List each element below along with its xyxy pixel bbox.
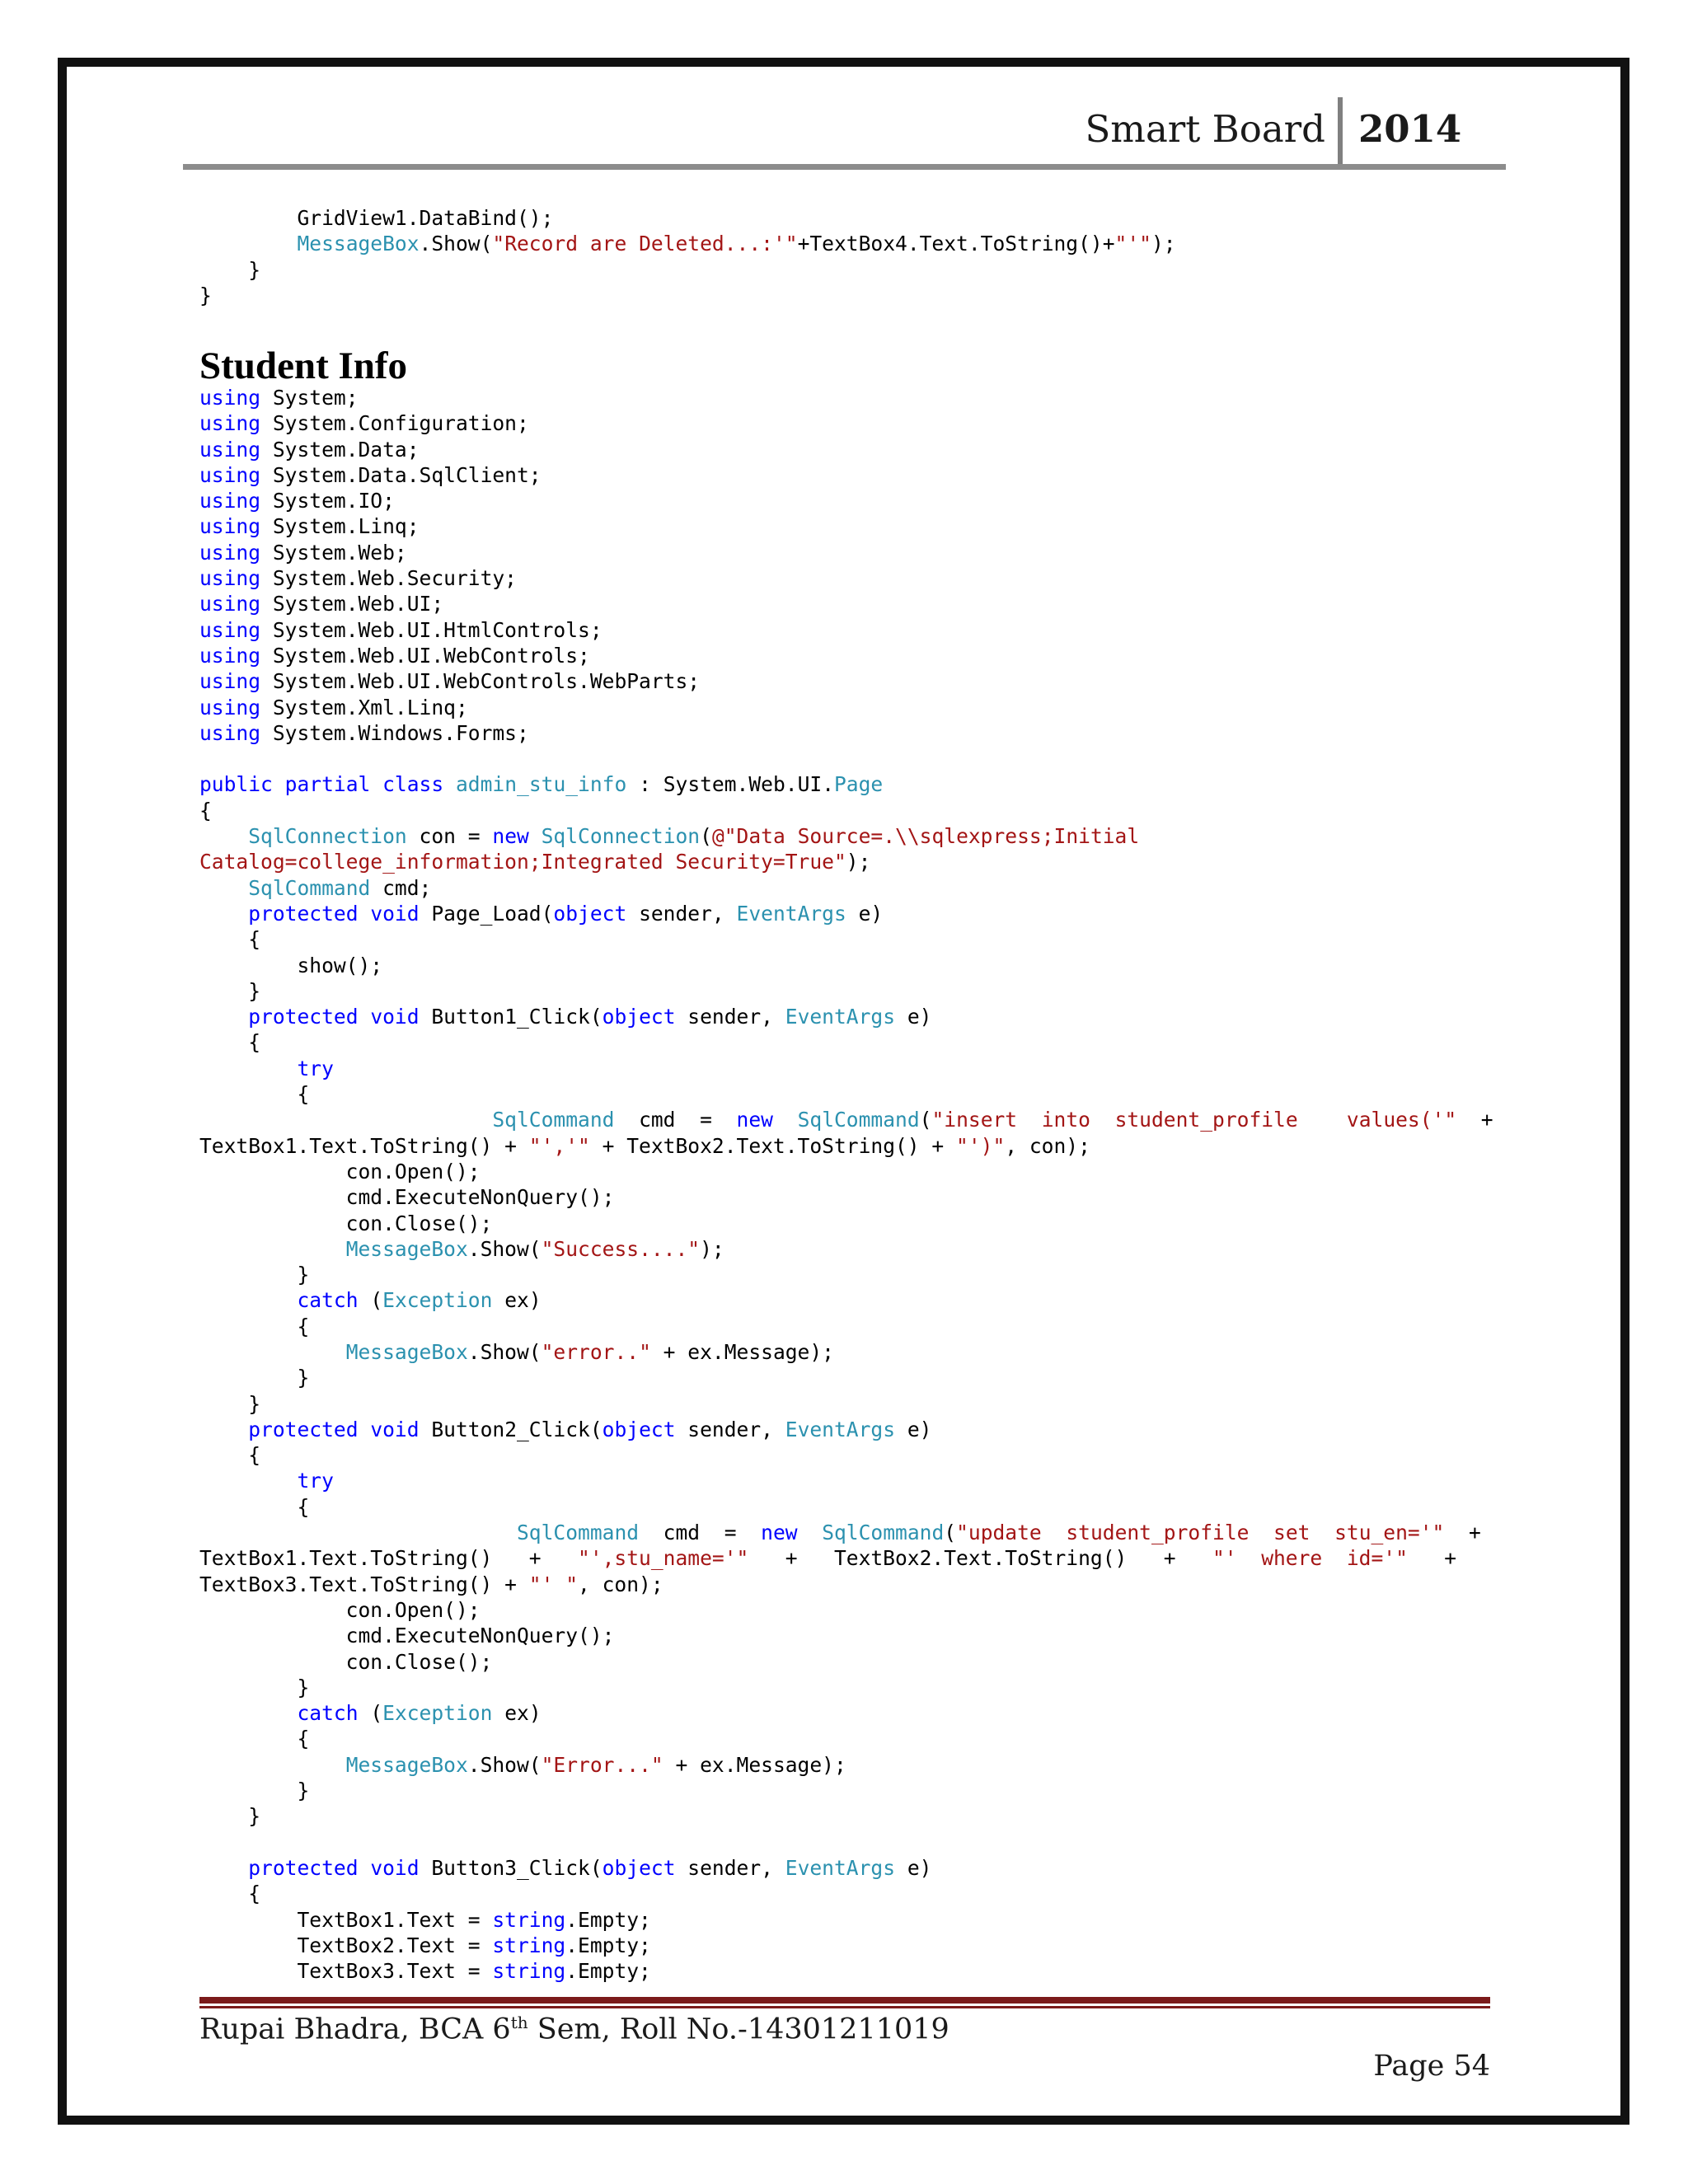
code-token: try xyxy=(297,1469,334,1493)
code-token: } xyxy=(199,1366,310,1390)
code-token: "Record are Deleted...:'" xyxy=(492,232,798,256)
code-line xyxy=(199,1391,1493,1417)
code-token: MessageBox xyxy=(345,1752,468,1777)
code-token: Button2_Click( xyxy=(419,1417,603,1441)
code-token: @"Data Source=.\\sqlexpress;Initial xyxy=(711,824,1140,849)
code-token: System; xyxy=(260,386,359,410)
code-token: { xyxy=(199,1443,261,1468)
code-token: TextBox3.Text.ToString() + xyxy=(199,1572,529,1596)
code-line xyxy=(199,849,1493,874)
code-line xyxy=(199,926,1493,952)
code-line xyxy=(199,978,1493,1004)
code-token: ( xyxy=(700,824,712,849)
code-token xyxy=(199,1856,248,1880)
code-token: cmd = xyxy=(639,1521,762,1545)
code-line xyxy=(199,1803,1493,1829)
code-token: EventArgs xyxy=(785,1855,896,1880)
code-line xyxy=(199,617,1493,643)
code-token: e) xyxy=(895,1855,932,1880)
code-token: protected xyxy=(248,1005,359,1029)
code-token xyxy=(359,1856,371,1880)
code-token: TextBox1.Text = xyxy=(199,1907,493,1932)
code-token: cmd = xyxy=(614,1108,737,1132)
code-token: , con); xyxy=(578,1572,663,1596)
code-token: con.Open(); xyxy=(199,1597,481,1622)
code-token: SqlCommand xyxy=(492,1108,615,1132)
code-token: ex) xyxy=(492,1701,542,1726)
code-line xyxy=(199,1029,1493,1055)
code-token: { xyxy=(199,1727,310,1751)
code-token: con.Close(); xyxy=(199,1211,493,1235)
code-token: cmd.ExecuteNonQuery(); xyxy=(199,1624,615,1648)
code-line xyxy=(199,1520,1493,1545)
code-token: "'" xyxy=(1114,232,1151,256)
code-token: + TextBox2.Text.ToString() + xyxy=(748,1546,1212,1571)
code-token: +TextBox4.Text.ToString()+ xyxy=(797,232,1115,256)
code-line xyxy=(199,1545,1493,1571)
code-token: new xyxy=(736,1108,773,1132)
code-token xyxy=(199,1469,297,1493)
code-token: , con); xyxy=(1005,1133,1090,1158)
code-token: System.Data; xyxy=(260,437,420,462)
code-token: { xyxy=(199,798,212,823)
code-block-main xyxy=(199,385,1493,1984)
code-token: using xyxy=(199,462,261,487)
code-token: } xyxy=(199,257,261,282)
code-token: Page xyxy=(834,772,884,797)
code-token: { xyxy=(199,1494,310,1519)
code-line xyxy=(199,437,1493,462)
code-line xyxy=(199,231,1176,256)
code-token xyxy=(199,1057,297,1080)
code-token: catch xyxy=(297,1288,359,1313)
code-token: .Empty; xyxy=(565,1959,651,1984)
code-token: System.Linq; xyxy=(260,514,420,539)
code-line xyxy=(199,1933,1493,1958)
code-token: using xyxy=(199,437,261,462)
code-token: SqlCommand xyxy=(797,1108,920,1132)
code-token xyxy=(199,1237,346,1261)
code-token xyxy=(199,1340,346,1364)
code-line xyxy=(199,771,1493,797)
code-line xyxy=(199,1339,1493,1365)
code-line xyxy=(199,1365,1493,1390)
code-token: MessageBox xyxy=(345,1236,468,1261)
code-token xyxy=(199,1521,517,1544)
code-line xyxy=(199,1675,1493,1700)
code-token: MessageBox xyxy=(345,1339,468,1364)
code-token xyxy=(370,772,382,796)
code-line xyxy=(199,1726,1493,1751)
code-line xyxy=(199,1004,1493,1029)
code-token xyxy=(199,1701,297,1725)
code-token: : System.Web.UI. xyxy=(626,772,834,797)
code-token: "')" xyxy=(956,1133,1006,1158)
code-line xyxy=(199,1649,1493,1675)
code-token: using xyxy=(199,514,261,539)
code-token: System.Web; xyxy=(260,540,407,565)
code-token: e) xyxy=(895,1417,932,1441)
code-token: partial xyxy=(284,772,371,797)
code-token: public xyxy=(199,772,273,797)
code-token: + TextBox2.Text.ToString() + xyxy=(589,1133,957,1158)
code-token: using xyxy=(199,720,261,745)
code-token: "','" xyxy=(528,1133,590,1158)
code-token: "Success...." xyxy=(541,1236,701,1261)
code-token: "' where id='" xyxy=(1212,1546,1408,1571)
code-line xyxy=(199,410,1493,436)
code-token: SqlConnection xyxy=(541,824,701,849)
code-token xyxy=(199,1108,492,1132)
code-token: using xyxy=(199,489,261,513)
code-token: System.Web.UI.WebControls; xyxy=(260,643,590,668)
code-token: Exception xyxy=(382,1288,493,1313)
code-token: protected xyxy=(248,1417,359,1441)
code-token: TextBox1.Text.ToString() + xyxy=(199,1546,579,1571)
footer-author-sup: th xyxy=(510,2013,528,2032)
code-token: object xyxy=(602,1855,676,1880)
code-token: admin_stu_info xyxy=(455,772,627,797)
code-token xyxy=(443,772,456,796)
code-token: ( xyxy=(358,1288,383,1313)
code-token: new xyxy=(492,824,529,849)
code-line xyxy=(199,1778,1493,1803)
code-line xyxy=(199,1572,1493,1597)
code-line xyxy=(199,875,1493,901)
code-token xyxy=(199,824,248,848)
code-token: protected xyxy=(248,901,359,926)
code-token: "update student_profile set stu_en='" xyxy=(956,1521,1445,1545)
code-token xyxy=(199,1418,248,1441)
code-token: } xyxy=(199,1391,261,1416)
code-token: { xyxy=(199,927,261,952)
code-line xyxy=(199,1494,1493,1520)
code-token: EventArgs xyxy=(785,1005,896,1029)
code-token: } xyxy=(199,1804,261,1829)
header-separator xyxy=(1338,97,1343,168)
code-line xyxy=(199,1236,1493,1262)
code-token: System.Xml.Linq; xyxy=(260,695,468,719)
code-token: string xyxy=(492,1959,566,1984)
code-line xyxy=(199,1958,1493,1984)
code-token: + xyxy=(1407,1546,1457,1571)
code-token: + xyxy=(1444,1521,1481,1545)
code-line xyxy=(199,823,1493,849)
code-token: } xyxy=(199,978,261,1003)
code-line xyxy=(199,1855,1493,1881)
code-line xyxy=(199,1056,1493,1081)
code-token: using xyxy=(199,411,261,436)
code-token: + xyxy=(1456,1108,1493,1132)
code-token: Catalog=college_information;Integrated Security=True" xyxy=(199,850,846,874)
code-token: System.Configuration; xyxy=(260,411,529,436)
code-token: { xyxy=(199,1082,310,1107)
page-number: Page 54 xyxy=(1373,2050,1490,2083)
code-token: ( xyxy=(919,1108,932,1132)
code-token: e) xyxy=(846,901,884,926)
code-line xyxy=(199,1081,1493,1107)
code-token: void xyxy=(370,1855,420,1880)
code-token xyxy=(529,824,542,848)
code-line xyxy=(199,1442,1493,1468)
header-year: 2014 xyxy=(1358,107,1462,151)
code-token: con = xyxy=(406,824,493,849)
code-token: cmd.ExecuteNonQuery(); xyxy=(199,1185,615,1210)
code-token xyxy=(199,1753,346,1777)
code-token: using xyxy=(199,643,261,668)
code-token: } xyxy=(199,283,212,307)
code-token: cmd; xyxy=(370,875,432,900)
footer-rule xyxy=(199,1997,1490,2004)
code-line xyxy=(199,257,1176,283)
code-line xyxy=(199,1700,1493,1726)
code-token: "Error..." xyxy=(541,1752,663,1777)
code-token xyxy=(199,232,297,255)
code-token: + ex.Message); xyxy=(650,1339,834,1364)
code-token: MessageBox xyxy=(297,232,420,256)
code-token: System.Windows.Forms; xyxy=(260,720,529,745)
section-heading: Student Info xyxy=(199,344,408,387)
code-token: using xyxy=(199,592,261,616)
code-token: using xyxy=(199,669,261,694)
code-token: TextBox2.Text = xyxy=(199,1933,493,1957)
code-token: SqlCommand xyxy=(516,1521,640,1545)
code-line xyxy=(199,1262,1493,1287)
code-line xyxy=(199,1287,1493,1313)
code-token: { xyxy=(199,1314,310,1338)
code-token: .Empty; xyxy=(565,1907,651,1932)
code-line xyxy=(199,1830,1493,1855)
code-token: System.Web.UI.WebControls.WebParts; xyxy=(260,669,701,694)
code-token: { xyxy=(199,1882,261,1906)
footer-author xyxy=(199,2013,950,2046)
code-token: EventArgs xyxy=(785,1417,896,1441)
code-token: + ex.Message); xyxy=(663,1752,846,1777)
code-token: using xyxy=(199,540,261,565)
code-line xyxy=(199,953,1493,978)
code-token: sender, xyxy=(675,1417,785,1441)
code-line xyxy=(199,668,1493,694)
code-token: sender, xyxy=(675,1855,785,1880)
code-token: SqlCommand xyxy=(822,1521,945,1545)
code-token xyxy=(359,1005,371,1029)
code-line xyxy=(199,513,1493,539)
code-token: using xyxy=(199,386,261,410)
footer-author-name: Rupai Bhadra, BCA 6 xyxy=(199,2013,511,2046)
code-block-top xyxy=(199,205,1176,308)
code-token: System.IO; xyxy=(260,489,395,513)
code-token xyxy=(199,1288,297,1312)
code-token xyxy=(199,876,248,900)
code-token: object xyxy=(602,1417,676,1441)
code-token: show(); xyxy=(199,953,383,977)
code-token: ( xyxy=(944,1521,957,1545)
code-token: System.Data.SqlClient; xyxy=(260,462,542,487)
code-token: "' " xyxy=(528,1572,579,1596)
code-token: object xyxy=(553,901,627,926)
code-token: using xyxy=(199,617,261,642)
code-line xyxy=(199,462,1493,488)
code-token: protected xyxy=(248,1855,359,1880)
code-token: try xyxy=(297,1056,334,1080)
code-token: GridView1.DataBind(); xyxy=(199,206,554,230)
code-token: void xyxy=(370,1417,420,1441)
code-token: using xyxy=(199,695,261,719)
code-line xyxy=(199,1468,1493,1493)
code-line xyxy=(199,695,1493,720)
code-token: } xyxy=(199,1675,310,1699)
code-line xyxy=(199,1752,1493,1778)
code-token: ); xyxy=(846,850,871,874)
code-token: .Show( xyxy=(467,1339,542,1364)
code-line xyxy=(199,1597,1493,1623)
footer-rule-thin xyxy=(199,2006,1490,2008)
code-token xyxy=(359,902,371,926)
code-token: .Show( xyxy=(467,1752,542,1777)
code-line xyxy=(199,488,1493,513)
code-token: ex) xyxy=(492,1288,542,1313)
code-token: void xyxy=(370,1005,420,1029)
code-line xyxy=(199,1211,1493,1236)
code-token: System.Web.UI; xyxy=(260,592,444,616)
code-line xyxy=(199,1133,1493,1159)
code-token: void xyxy=(370,901,420,926)
code-token: .Show( xyxy=(419,232,493,256)
code-token: EventArgs xyxy=(736,901,846,926)
code-line xyxy=(199,1314,1493,1339)
code-token xyxy=(199,902,248,926)
header-rule xyxy=(183,164,1506,170)
code-line xyxy=(199,643,1493,668)
code-token: sender, xyxy=(675,1005,785,1029)
code-token: .Show( xyxy=(467,1236,542,1261)
code-token: sender, xyxy=(626,901,737,926)
code-line xyxy=(199,1417,1493,1442)
code-token: using xyxy=(199,566,261,591)
code-token: string xyxy=(492,1907,566,1932)
code-line xyxy=(199,1107,1493,1132)
code-token: catch xyxy=(297,1701,359,1726)
code-token: } xyxy=(199,1779,310,1803)
code-token: con.Close(); xyxy=(199,1649,493,1674)
code-line xyxy=(199,1184,1493,1210)
code-token: .Empty; xyxy=(565,1933,651,1957)
code-token: TextBox1.Text.ToString() + xyxy=(199,1133,529,1158)
code-line xyxy=(199,720,1493,746)
code-line xyxy=(199,1623,1493,1648)
code-token: new xyxy=(761,1521,798,1545)
code-line xyxy=(199,591,1493,616)
code-line xyxy=(199,1881,1493,1906)
footer-author-rest: Sem, Roll No.-14301211019 xyxy=(528,2013,950,2046)
code-token: "error.." xyxy=(541,1339,651,1364)
code-token: e) xyxy=(895,1005,932,1029)
code-line xyxy=(199,385,1493,410)
code-token: Button1_Click( xyxy=(419,1005,603,1029)
code-token: TextBox3.Text = xyxy=(199,1959,493,1984)
code-token xyxy=(798,1521,823,1544)
code-token: Exception xyxy=(382,1701,493,1726)
code-token: "',stu_name='" xyxy=(578,1546,749,1571)
code-line xyxy=(199,1159,1493,1184)
code-token: string xyxy=(492,1933,566,1957)
code-token: ); xyxy=(1151,232,1176,256)
code-token: System.Web.UI.HtmlControls; xyxy=(260,617,603,642)
code-token xyxy=(773,1108,798,1132)
code-line xyxy=(199,565,1493,591)
code-token: SqlConnection xyxy=(248,824,407,849)
code-token xyxy=(273,772,285,796)
code-token xyxy=(359,1418,371,1441)
code-token: class xyxy=(382,772,444,797)
code-token xyxy=(199,1005,248,1029)
code-line xyxy=(199,1907,1493,1933)
code-token: System.Web.Security; xyxy=(260,566,517,591)
code-line xyxy=(199,540,1493,565)
code-token: Page_Load( xyxy=(419,901,554,926)
header-title: Smart Board xyxy=(1085,107,1325,151)
code-line xyxy=(199,283,1176,308)
code-token: { xyxy=(199,1030,261,1055)
code-token: SqlCommand xyxy=(248,875,371,900)
code-token: object xyxy=(602,1005,676,1029)
code-line xyxy=(199,901,1493,926)
code-line xyxy=(199,746,1493,771)
code-token: } xyxy=(199,1263,310,1287)
code-line xyxy=(199,205,1176,231)
code-token: ( xyxy=(358,1701,383,1726)
code-token: Button3_Click( xyxy=(419,1855,603,1880)
code-token: ); xyxy=(700,1236,724,1261)
code-token: con.Open(); xyxy=(199,1159,481,1183)
code-token: "insert into student_profile values('" xyxy=(931,1108,1457,1132)
code-line xyxy=(199,798,1493,823)
